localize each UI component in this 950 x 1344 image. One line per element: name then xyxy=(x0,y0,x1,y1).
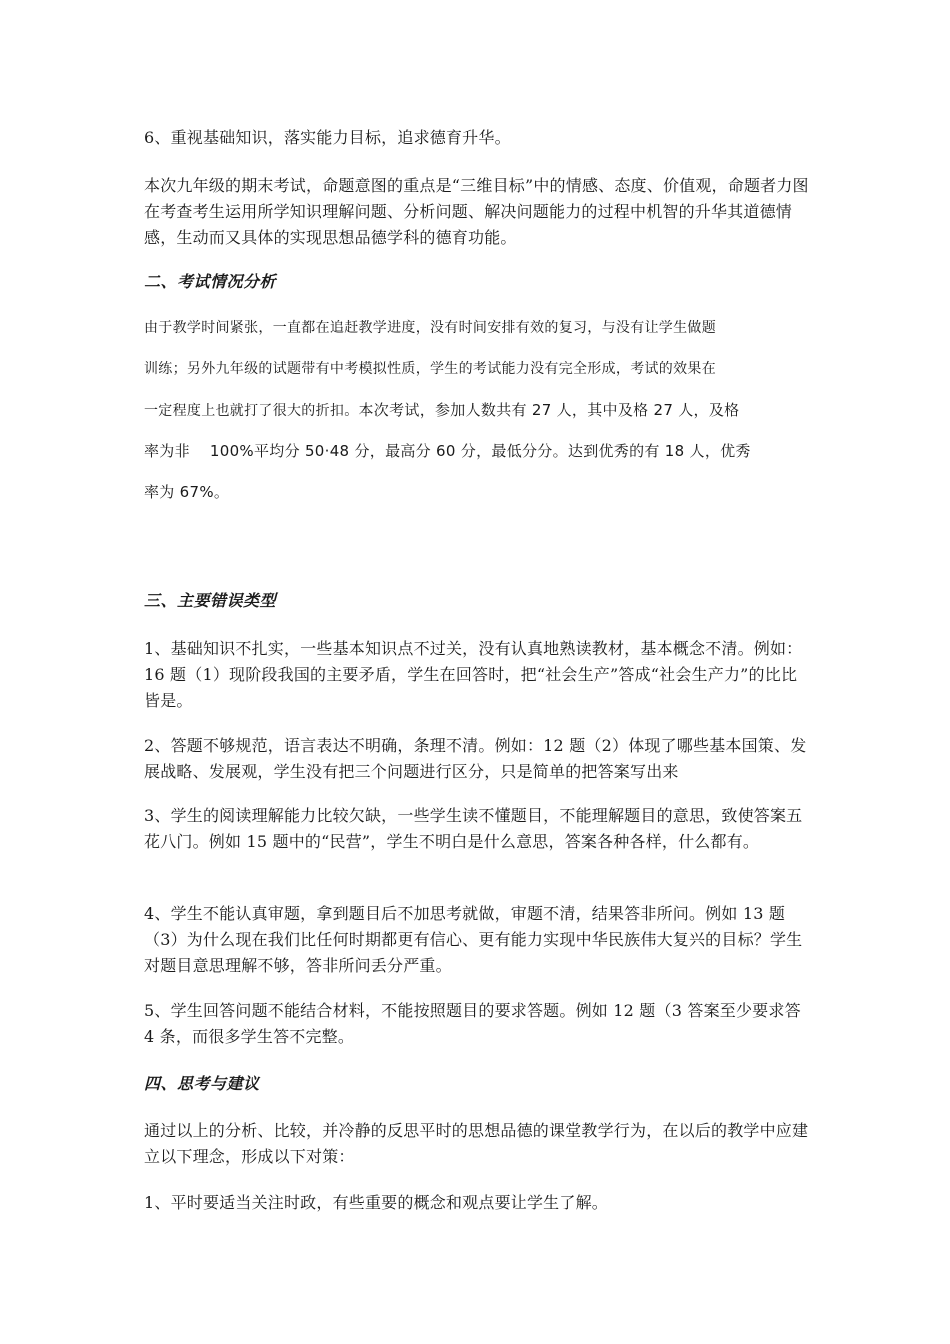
analysis-line-4b: 100%平均分 50·48 分，最高分 60 分，最低分分。达到优秀的有 18 人，优秀 xyxy=(209,442,751,460)
analysis-line-3b: 本次考试，参加人数共有 27 人，其中及格 27 人，及格 xyxy=(358,401,740,419)
analysis-line-3a: 一定程度上也就打了很大的折扣。 xyxy=(144,403,359,419)
analysis-line-4 xyxy=(144,441,812,482)
paragraph-goal-6: 6、重视基础知识，落实能力目标，追求德育升华。 xyxy=(144,128,511,147)
paragraph-intent: 本次九年级的期末考试，命题意图的重点是“三维目标”中的情感、态度、价值观，命题者力图在考查考生运用所学知识理解问题、分析问题、解决问题能力的过程中机智的升华其道德情感，生动而又具体的实现思想品德学科的德育功能。 xyxy=(144,176,809,247)
exam-analysis-block xyxy=(144,318,812,523)
heading-error-types: 三、主要错误类型 xyxy=(144,591,277,610)
analysis-line-1: 由于教学时间紧张，一直都在追赶教学进度，没有时间安排有效的复习，与没有让学生做题 xyxy=(144,320,716,336)
heading-exam-analysis: 二、考试情况分析 xyxy=(144,272,277,291)
analysis-line-2: 训练；另外九年级的试题带有中考模拟性质，学生的考试能力没有完全形成，考试的效果在 xyxy=(144,361,716,377)
suggestion-item-1: 1、平时要适当关注时政，有些重要的概念和观点要让学生了解。 xyxy=(144,1193,608,1212)
error-item-3: 3、学生的阅读理解能力比较欠缺，一些学生读不懂题目，不能理解题目的意思，致使答案五花八门。例如 15 题中的“民营”，学生不明白是什么意思，答案各种各样，什么都有。 xyxy=(144,806,803,851)
suggestion-intro: 通过以上的分析、比较，并冷静的反思平时的思想品德的课堂教学行为，在以后的教学中应建立以下理念，形成以下对策： xyxy=(144,1121,809,1166)
analysis-line-4a: 率为非 xyxy=(144,442,190,460)
analysis-line-5: 率为 67%。 xyxy=(144,483,230,501)
analysis-line-3 xyxy=(144,400,812,441)
error-item-4: 4、学生不能认真审题，拿到题目后不加思考就做，审题不清，结果答非所问。例如 13 题（3）为什么现在我们比任何时期都更有信心、更有能力实现中华民族伟大复兴的目标？学生对题目意思理解不够，答非所问丢分严重。 xyxy=(144,904,803,975)
heading-suggestions: 四、思考与建议 xyxy=(144,1074,260,1093)
error-item-1: 1、基础知识不扎实，一些基本知识点不过关，没有认真地熟读教材，基本概念不清。例如：16 题（1）现阶段我国的主要矛盾，学生在回答时，把“社会生产”答成“社会生产力”的比比皆是。 xyxy=(144,639,803,710)
error-item-5: 5、学生回答问题不能结合材料，不能按照题目的要求答题。例如 12 题（3 答案至少要求答 4 条，而很多学生答不完整。 xyxy=(144,1001,801,1046)
error-item-2: 2、答题不够规范，语言表达不明确，条理不清。例如：12 题（2）体现了哪些基本国策、发展战略、发展观，学生没有把三个问题进行区分，只是简单的把答案写出来 xyxy=(144,736,807,781)
